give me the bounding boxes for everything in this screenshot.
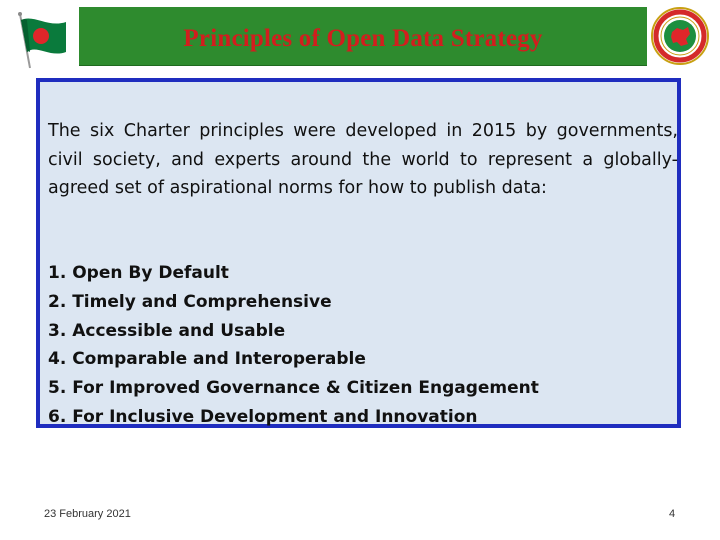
principle-item: 2. Timely and Comprehensive bbox=[48, 291, 332, 312]
intro-paragraph: The six Charter principles were developed in 2015 by governments, civil society, and experts around the world to represent a globally-agreed set of aspirational norms for how to publish data: bbox=[48, 121, 678, 198]
page-title: Principles of Open Data Strategy bbox=[183, 25, 543, 52]
principle-item: 4. Comparable and Interoperable bbox=[48, 349, 366, 370]
principle-item: 1. Open By Default bbox=[48, 263, 229, 283]
title-banner bbox=[79, 7, 647, 66]
principles-list bbox=[48, 259, 678, 432]
footer-date: 23 February 2021 bbox=[44, 508, 131, 520]
government-seal-icon bbox=[650, 6, 710, 66]
bangladesh-flag-icon bbox=[8, 8, 70, 70]
principle-item: 3. Accessible and Usable bbox=[48, 320, 286, 341]
principle-item: 5. For Improved Governance & Citizen Engagement bbox=[48, 378, 539, 399]
principle-item: 6. For Inclusive Development and Innovation bbox=[48, 406, 478, 427]
page-number: 4 bbox=[669, 508, 676, 520]
content-box bbox=[36, 78, 681, 428]
